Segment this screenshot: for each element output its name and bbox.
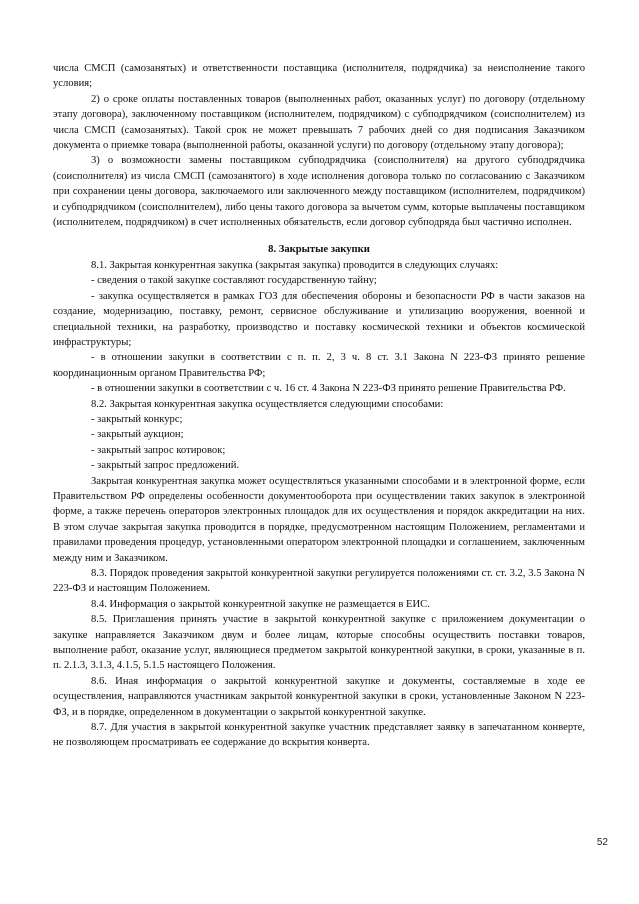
paragraph-8-3: 8.3. Порядок проведения закрытой конкурентной закупки регулируется положениями ст. ст. 3.2, 3.5 Закона N 223-ФЗ и настоящим Положением. bbox=[53, 568, 585, 595]
paragraph-8-1: 8.1. Закрытая конкурентная закупка (закрытая закупка) проводится в следующих случаях: bbox=[91, 259, 499, 271]
list-item: - закупка осуществляется в рамках ГОЗ для обеспечения обороны и безопасности РФ в части заказов на создание, модернизацию, поставку, ремонт, сервисное обслуживание и утилизацию вооружения, военной и специальной техники, на разработку, производство и поставку космической техники и объектов космической инфраструктуры; bbox=[53, 290, 585, 348]
list-item: - закрытый запрос котировок; bbox=[91, 444, 226, 456]
paragraph-item-3: 3) о возможности замены поставщиком субподрядчика (соисполнителя) на другого субподрядчика (соисполнителя) из числа СМСП (самозанятого) в ходе исполнения договора только по согласованию с Заказчиком при сохранении цены договора, заключаемого или заключенного между поставщиком (исполнителем, подрядчиком) и субподрядчиком (соисполнителем), либо цены такого договора за вычетом сумм, которые выплачены поставщиком (исполнителем, подрядчиком) в счет исполненных обязательств, если договор субподряда был частично исполнен. bbox=[53, 155, 585, 229]
list-item: - в отношении закупки в соответствии с ч. 16 ст. 4 Закона N 223-ФЗ принято решение Правительства РФ. bbox=[91, 383, 566, 395]
paragraph-8-4: 8.4. Информация о закрытой конкурентной закупке не размещается в ЕИС. bbox=[91, 598, 430, 610]
list-item: - закрытый запрос предложений. bbox=[91, 460, 240, 472]
paragraph-continuation: числа СМСП (самозанятых) и ответственности поставщика (исполнителя, подрядчика) за неисполнение такого условия; bbox=[53, 63, 585, 90]
paragraph-8-2: 8.2. Закрытая конкурентная закупка осуществляется следующими способами: bbox=[91, 398, 444, 410]
paragraph-8-6: 8.6. Иная информация о закрытой конкурентной закупке и документы, составляемые в ходе ее осуществления, направляются участникам закрытой конкурентной закупки в сроки, установленные Законом N 223-ФЗ, и в порядке, определенном в документации о закрытой конкурентной закупке. bbox=[53, 675, 585, 718]
section-heading: 8. Закрытые закупки bbox=[268, 244, 370, 256]
page-number: 52 bbox=[596, 837, 608, 848]
list-item: - в отношении закупки в соответствии с п. п. 2, 3 ч. 8 ст. 3.1 Закона N 223-ФЗ принято решение координационным органом Правительства РФ; bbox=[53, 352, 585, 379]
list-item: - закрытый аукцион; bbox=[91, 429, 184, 441]
paragraph-8-7: 8.7. Для участия в закрытой конкурентной закупке участник представляет заявку в запечатанном конверте, не позволяющем просматривать ее содержание до вскрытия конверта. bbox=[53, 722, 585, 749]
paragraph-8-5: 8.5. Приглашения принять участие в закрытой конкурентной закупке с приложением документации о закупке направляется Заказчиком двум и более лицам, которые способны осуществить поставки товаров, выполнение работ, оказание услуг, являющиеся предметом закрытой конкурентной закупки, в сроки, указанные в п. п. 2.1.3, 3.1.3, 4.1.5, 5.1.5 настоящего Положения. bbox=[53, 614, 585, 672]
paragraph-item-2: 2) о сроке оплаты поставленных товаров (выполненных работ, оказанных услуг) по договору (отдельному этапу договора), заключенному поставщиком (исполнителем, подрядчиком) с субподрядчиком (соисполнителем) из числа СМСП (самозанятых). Такой срок не может превышать 7 рабочих дней со дня подписания Заказчиком документа о приемке товара (выполненной работы, оказанной услуги) по договору (отдельному этапу договора); bbox=[53, 93, 585, 152]
paragraph-electronic-form: Закрытая конкурентная закупка может осуществляться указанными способами и в электронной форме, если Правительством РФ определены особенности документооборота при осуществлении таких закупок в электронной форме, а также перечень операторов электронных площадок для их осуществления и порядок аккредитации на них. В этом случае закрытая закупка проводится в порядке, предусмотренном настоящим Положением, регламентами и правилами проведения процедур, установленными оператором электронной площадки и соглашением, заключенным между ним и Заказчиком. bbox=[53, 475, 585, 564]
list-item: - закрытый конкурс; bbox=[91, 413, 183, 425]
document-page bbox=[53, 61, 585, 751]
list-item: - сведения о такой закупке составляют государственную тайну; bbox=[91, 275, 377, 287]
